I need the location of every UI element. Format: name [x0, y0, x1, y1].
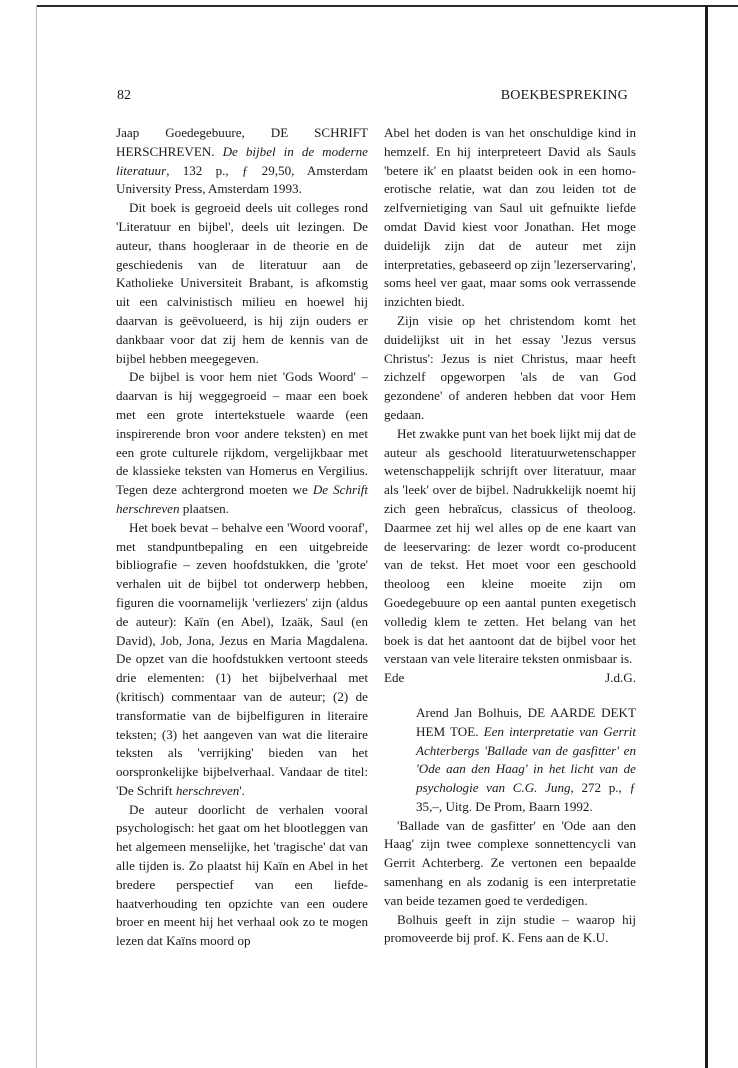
- review1-paragraph-3-text-a: Het boek bevat – behalve een 'Woord vooraf', met standpuntbepaling en een uitgebreide bibliografie – zeven hoofdstukken, die 'grote' verhalen uit de bijbel tot onderwerp hebben, figuren die voornamelijk 'verliezers' zijn (aldus de auteur): Kaïn (en Abel), Izaäk, Saul (en David), Job, Jona, Jezus en Maria Magdalena. De opzet van die hoofdstukken vertoont steeds drie elementen: (1) het bijbelverhaal met (kritisch) commentaar van de auteur; (2) de transformatie van de bijbelfiguren in literaire teksten; (3) het aangeven van wat die literaire teksten als 'verrijking' bieden van het oorspronkelijke bijbelverhaal. Vandaar de titel: 'De Schrift: [116, 519, 368, 798]
- review1-paragraph-2-italic: De Schrift herschreven: [116, 482, 368, 516]
- review1-initials: J.d.G.: [605, 670, 636, 686]
- left-column: [116, 124, 368, 951]
- review2-citation-details: , 272 p., ƒ 35,–, Uitg. De Prom, Baarn 1992.: [416, 780, 636, 814]
- review1-paragraph-2-text-b: plaatsen.: [179, 500, 229, 516]
- review2-citation-subtitle: Een interpretatie van Gerrit Achterbergs 'Ballade van de gasfitter' en 'Ode aan den Haag' in het licht van de psychologie van C.G. Jung: [416, 723, 636, 796]
- review1-paragraph-2: [116, 368, 368, 518]
- review1-citation: [116, 124, 368, 199]
- review1-paragraph-5: Abel het doden is van het onschuldige kind in hemzelf. En hij interpreteert David als Sauls 'betere ik' en plaatst beiden ook in een homo-erotische relatie, wat dan zou leiden tot de zelfvernietiging van Saul uit gefnuikte liefde omdat David kiest voor Jonathan. Het moge duidelijk zijn dat de auteur met zijn interpretaties, gebaseerd op zijn 'lezerservaring', soms heel ver gaat, maar soms ook verrassende inzichten biedt.: [384, 125, 636, 310]
- review1-paragraph-1: Dit boek is gegroeid deels uit colleges rond 'Literatuur en bijbel', deels uit lezingen. De auteur, thans hoogleraar in de theorie en de geschiedenis van de literatuur aan de Katholieke Universiteit Brabant, is afkomstig uit een calvinistisch milieu en hoewel hij daarvan is geëvolueerd, is hij zijn ouders er dankbaar voor dat zij hem de kennis van de bijbel hebben meegegeven.: [116, 200, 368, 366]
- right-column: [384, 124, 636, 948]
- review2-paragraph-1: 'Ballade van de gasfitter' en 'Ode aan den Haag' zijn twee complexe sonnettencycli van Gerrit Achterberg. Ze vertonen een bepaalde samenhang en als zodanig is een interpretatie van beide tezamen goed te verdedigen.: [384, 817, 636, 908]
- review2-citation-author-title: Arend Jan Bolhuis, DE AARDE DEKT HEM TOE.: [416, 704, 636, 739]
- review1-citation-author-title: Jaap Goedegebuure, DE SCHRIFT HERSCHREVEN.: [116, 125, 368, 159]
- review1-paragraph-4: De auteur doorlicht de verhalen vooral psychologisch: het gaat om het blootleggen van het algemeen menselijke, het 'tragische' dat van alle tijden is. Zo plaatst hij Kaïn en Abel in het bredere perspectief van een liefde-haatverhouding ten opzichte van een oudere broer en meent hij het verhaal ook zo te mogen lezen dat Kaïns moord op: [116, 801, 368, 949]
- scan-edge-left: [36, 5, 37, 1068]
- page-number: 82: [117, 88, 131, 103]
- review1-signoff: [384, 669, 636, 688]
- review2-paragraph-2: Bolhuis geeft in zijn studie – waarop hij promoveerde bij prof. K. Fens aan de K.U.: [384, 911, 636, 946]
- review1-paragraph-3-text-b: '.: [239, 782, 245, 798]
- review1-paragraph-2-text-a: De bijbel is voor hem niet 'Gods Woord' – daarvan is hij weggegroeid – maar een boek met een grote intertekstuele waarde (een inspirerende bron voor andere teksten) en met een grote culturele rijkdom, vergelijkbaar met de klassieke teksten van Homerus en Vergilius. Tegen deze achtergrond moeten we: [116, 369, 368, 498]
- review1-paragraph-7: Het zwakke punt van het boek lijkt mij dat de auteur als geschoold literatuurwetenschapper wetenschappelijk schrijft over literatuur, maar als 'leek' over de bijbel. Nadrukkelijk noemt hij zich geen hebraïcus, classicus of theoloog. Daarmee zet hij wel alles op de ene kaart van de leeservaring: de lezer wordt co-producent van de tekst. Het moet voor een geschoold theoloog een kleine moeite zijn om Goedegebuure op een aantal punten exegetisch volledig klem te zetten. Het belang van het boek is dat het aantoont dat de bijbel voor het verstaan van vele literaire teksten onmisbaar is.: [384, 425, 636, 667]
- review1-paragraph-3: [116, 519, 368, 801]
- review1-citation-subtitle: De bijbel in de moderne literatuur: [116, 143, 368, 178]
- running-head: BOEKBESPREKING: [500, 88, 628, 103]
- review1-paragraph-6: Zijn visie op het christendom komt het duidelijkst uit in het essay 'Jezus versus Christus': Jezus is niet Christus, maar heeft zichzelf opgeworpen 'als de van God gezondene' of anderen hebben dat voor Hem gedaan.: [384, 312, 636, 422]
- review2-citation: [416, 704, 636, 817]
- review1-paragraph-3-italic: herschreven: [175, 782, 240, 798]
- scan-edge-top: [36, 5, 738, 7]
- review1-place: Ede: [384, 670, 405, 686]
- review1-citation-details: , 132 p., ƒ 29,50, Amsterdam University Press, Amsterdam 1993.: [116, 162, 368, 197]
- scan-edge-right: [705, 5, 708, 1068]
